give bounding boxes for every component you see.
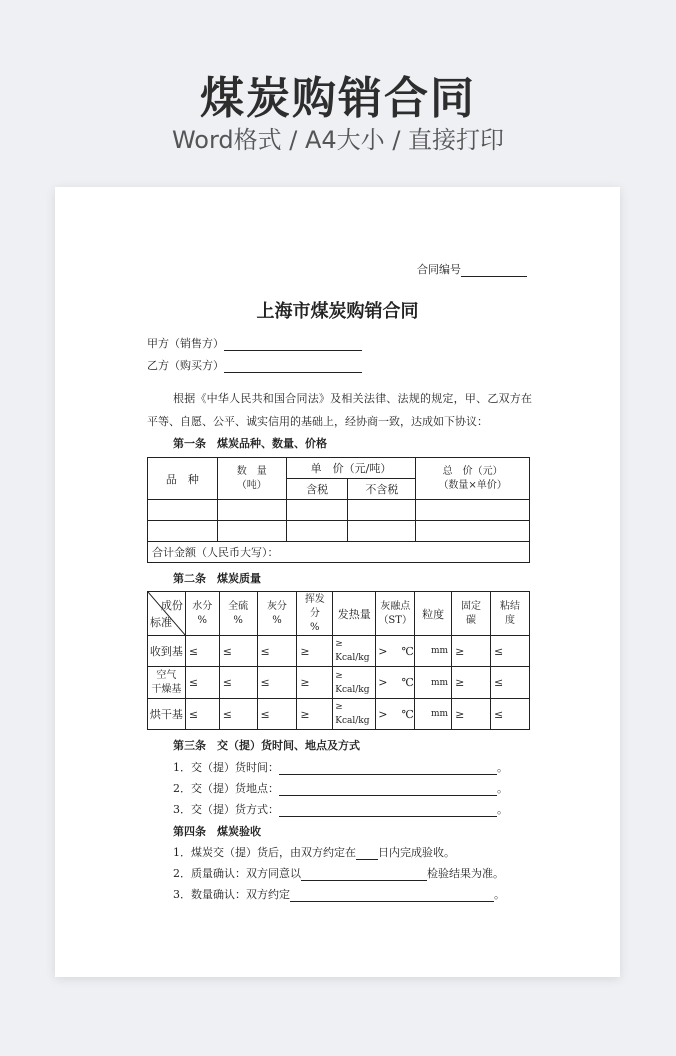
table-cell[interactable]: ≤ bbox=[257, 699, 297, 730]
table-cell[interactable]: ≤ bbox=[185, 699, 219, 730]
quality-confirmation: 2．质量确认：双方同意以 检验结果为准。 bbox=[173, 867, 504, 880]
col-tax-excl-header: 不含税 bbox=[348, 479, 416, 500]
table-cell[interactable] bbox=[217, 521, 286, 542]
quantity-agreement-blank[interactable] bbox=[290, 889, 494, 902]
col-volatile: 挥发分 % bbox=[297, 592, 333, 636]
delivery-method-label: 3．交（提）货方式： bbox=[173, 803, 279, 816]
party-b bbox=[147, 357, 362, 373]
delivery-method: 3．交（提）货方式： 。 bbox=[173, 803, 508, 816]
table-row bbox=[148, 667, 530, 699]
col-total-header bbox=[416, 458, 530, 500]
table-cell[interactable]: ≥ Kcal/kg bbox=[333, 667, 376, 699]
table-cell[interactable] bbox=[217, 500, 286, 521]
table-cell[interactable]: ≤ bbox=[219, 667, 257, 699]
table-cell[interactable]: ≥ bbox=[297, 667, 333, 699]
price-table bbox=[147, 457, 530, 563]
delivery-method-blank[interactable] bbox=[279, 804, 497, 817]
document-page bbox=[55, 187, 620, 977]
table-cell[interactable]: ≥ bbox=[452, 636, 491, 667]
section-4-heading: 第四条 煤炭验收 bbox=[173, 825, 261, 838]
acceptance-days-blank[interactable] bbox=[356, 847, 378, 860]
row-label: 空气 干燥基 bbox=[148, 667, 186, 699]
col-quantity-header bbox=[217, 458, 286, 500]
col-tax-incl-header: 含税 bbox=[286, 479, 348, 500]
total-note: （数量×单价） bbox=[438, 479, 507, 491]
table-cell[interactable] bbox=[416, 500, 530, 521]
quality-table bbox=[147, 591, 530, 730]
table-cell[interactable]: ≤ bbox=[257, 667, 297, 699]
table-row bbox=[148, 699, 530, 730]
table-cell[interactable] bbox=[148, 521, 218, 542]
table-cell[interactable]: ≥ bbox=[452, 699, 491, 730]
quantity-unit: （吨） bbox=[236, 479, 267, 491]
col-caking: 粘结度 bbox=[491, 592, 530, 636]
table-cell[interactable]: ≥ bbox=[452, 667, 491, 699]
table-cell[interactable]: ≥ Kcal/kg bbox=[333, 699, 376, 730]
table-cell[interactable]: ≤ bbox=[491, 699, 530, 730]
delivery-time: 1．交（提）货时间： 。 bbox=[173, 761, 508, 774]
section-1-heading: 第一条 煤炭品种、数量、价格 bbox=[173, 437, 327, 450]
table-cell[interactable]: ≤ bbox=[185, 667, 219, 699]
section-3-heading: 第三条 交（提）货时间、地点及方式 bbox=[173, 739, 360, 752]
table-cell[interactable]: > ℃ bbox=[376, 667, 415, 699]
quality-inspector-blank[interactable] bbox=[301, 868, 427, 881]
contract-number bbox=[417, 261, 527, 277]
table-cell[interactable]: ≤ bbox=[185, 636, 219, 667]
party-a bbox=[147, 335, 362, 351]
table-cell[interactable]: mm bbox=[415, 636, 452, 667]
col-variety-header: 品 种 bbox=[148, 458, 218, 500]
acceptance-period: 1．煤炭交（提）货后，由双方约定在 日内完成验收。 bbox=[173, 846, 455, 859]
col-fusion: 灰融点 （ST） bbox=[376, 592, 415, 636]
document-title: 上海市煤炭购销合同 bbox=[256, 301, 419, 322]
table-cell[interactable]: ≥ Kcal/kg bbox=[333, 636, 376, 667]
table-row bbox=[148, 636, 530, 667]
delivery-place-label: 2．交（提）货地点： bbox=[173, 782, 279, 795]
col-unit-price-header: 单 价（元/吨） bbox=[286, 458, 416, 479]
delivery-place-blank[interactable] bbox=[279, 783, 497, 796]
table-cell[interactable] bbox=[286, 521, 348, 542]
hero-subtitle: Word格式 / A4大小 / 直接打印 bbox=[171, 126, 505, 154]
table-cell[interactable]: ≤ bbox=[491, 667, 530, 699]
party-a-blank[interactable] bbox=[224, 338, 362, 351]
table-cell[interactable]: mm bbox=[415, 667, 452, 699]
total-label: 总 价（元） bbox=[442, 465, 503, 477]
table-cell[interactable] bbox=[348, 521, 416, 542]
contract-number-blank[interactable] bbox=[461, 264, 527, 277]
party-b-label: 乙方（购买方） bbox=[147, 359, 224, 372]
col-size: 粒度 bbox=[415, 592, 452, 636]
row-label: 烘干基 bbox=[148, 699, 186, 730]
table-row bbox=[148, 500, 530, 521]
table-cell[interactable]: > ℃ bbox=[376, 636, 415, 667]
section-2-heading: 第二条 煤炭质量 bbox=[173, 572, 261, 585]
col-ash: 灰分 % bbox=[257, 592, 297, 636]
table-row bbox=[148, 521, 530, 542]
table-cell[interactable] bbox=[416, 521, 530, 542]
contract-number-label: 合同编号 bbox=[417, 263, 461, 276]
col-carbon: 固定碳 bbox=[452, 592, 491, 636]
preamble: 根据《中华人民共和国合同法》及相关法律、法规的规定，甲、乙双方在平等、自愿、公平、诚实信用的基础上，经协商一致，达成如下协议： bbox=[147, 392, 532, 428]
table-cell[interactable]: > ℃ bbox=[376, 699, 415, 730]
hero-title: 煤炭购销合同 bbox=[200, 73, 476, 124]
table-cell[interactable]: ≥ bbox=[297, 636, 333, 667]
diag-top-label: 成份 bbox=[160, 599, 183, 612]
table-cell[interactable]: ≤ bbox=[219, 636, 257, 667]
diagonal-header bbox=[148, 592, 186, 636]
table-cell[interactable]: ≤ bbox=[257, 636, 297, 667]
table-cell[interactable] bbox=[286, 500, 348, 521]
table-cell[interactable] bbox=[348, 500, 416, 521]
diag-bottom-label: 标准 bbox=[150, 616, 172, 629]
col-moisture: 水分 % bbox=[185, 592, 219, 636]
party-a-label: 甲方（销售方） bbox=[147, 337, 224, 350]
table-cell[interactable]: ≥ bbox=[297, 699, 333, 730]
delivery-time-blank[interactable] bbox=[279, 762, 497, 775]
col-sulfur: 全硫 % bbox=[219, 592, 257, 636]
table-cell[interactable]: ≤ bbox=[491, 636, 530, 667]
quantity-label: 数 量 bbox=[236, 465, 267, 477]
row-label: 收到基 bbox=[148, 636, 186, 667]
quantity-confirmation: 3．数量确认：双方约定 。 bbox=[173, 888, 505, 901]
table-cell[interactable] bbox=[148, 500, 218, 521]
sum-row[interactable] bbox=[148, 542, 530, 563]
delivery-place: 2．交（提）货地点： 。 bbox=[173, 782, 508, 795]
table-cell[interactable]: ≤ bbox=[219, 699, 257, 730]
col-heat: 发热量 bbox=[333, 592, 376, 636]
sum-label: 合计金额（人民币大写）： bbox=[152, 546, 279, 559]
table-cell[interactable]: mm bbox=[415, 699, 452, 730]
party-b-blank[interactable] bbox=[224, 360, 362, 373]
delivery-time-label: 1．交（提）货时间： bbox=[173, 761, 279, 774]
